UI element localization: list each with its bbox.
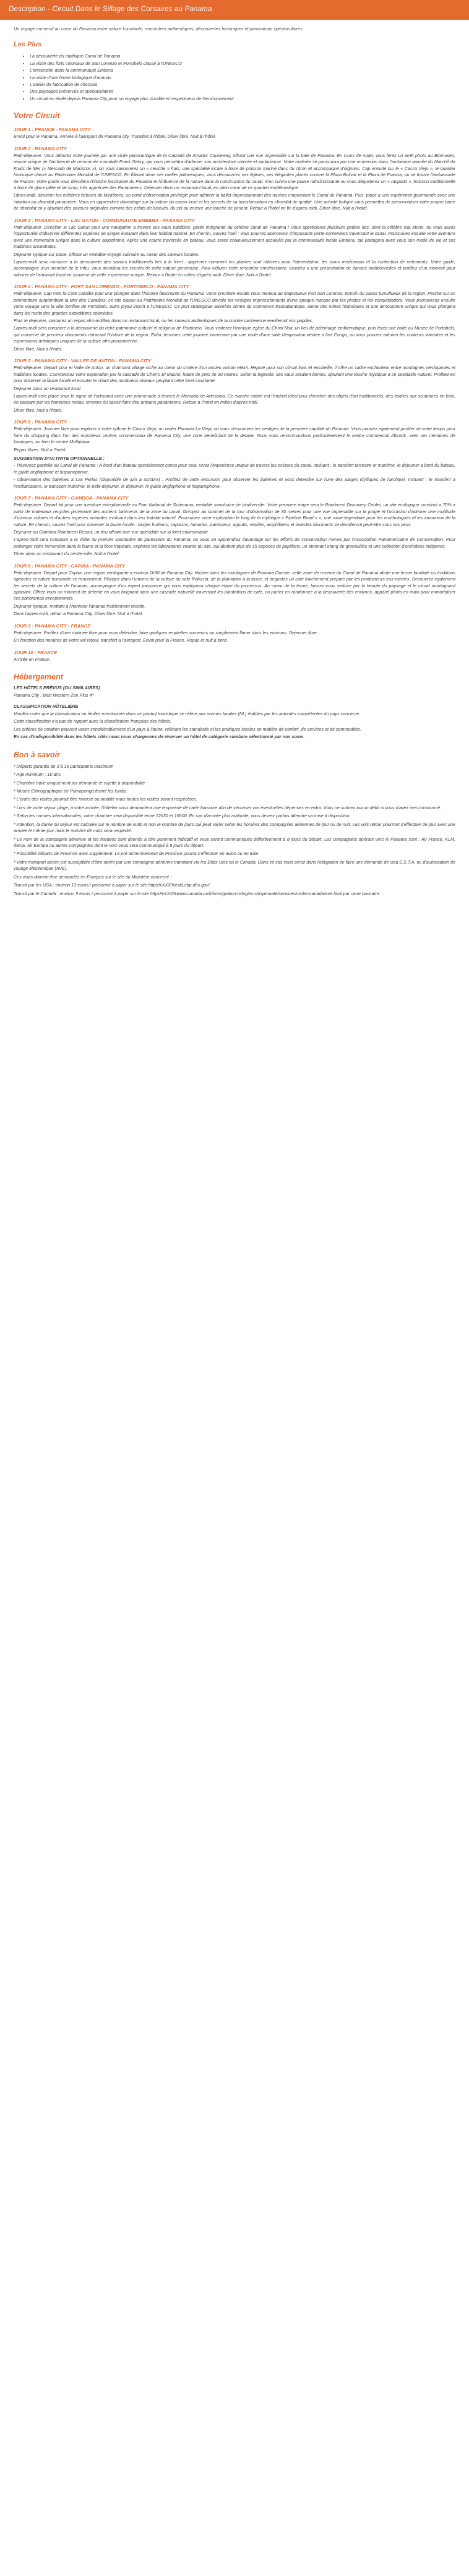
note-item: * Le nom de la compagnie aérienne et les horaires sont donnés à titre purement indicatif et vous seront communiqués définitivement à 8 jours du départ. Les compagnies opérant vers le Panama sont : Air France, KLM, Iberia, Air Europa ou autres compagnies dont le nom vous sera communiqué à 8 jours du départ. xyxy=(14,836,455,849)
note-item: * Chambre triple uniquement sur demande et sujette à disponibilité xyxy=(14,780,145,786)
list-item: • Des paysages préservés et spectaculaires xyxy=(30,88,455,95)
day-title-4: JOUR 4 : PANAMA CITY - FORT SAN LORENZO - PORTOBELO - PANAMA CITY xyxy=(14,284,189,290)
note-item: Transit par le Canada : environ 5 euros / personne à payer sur le site https%XXX%www.canada.ca/fr/immigration-refugies-citoyennete/services/visiter-canada/ave.html par carte bancaire. xyxy=(14,890,381,896)
page-title: Description - Circuit Dans le Sillage des Corsaires au Panama xyxy=(9,6,212,13)
day-paragraph: Pour le dejeuner, savourez un repas afro-antillais dans un restaurant local, ou les saveurs authentiques de la cuisine caribeenne eveilleront vos papilles. xyxy=(14,318,314,323)
day-paragraph: Dîner libre. Nuit a l'hotel. xyxy=(14,407,62,413)
note-item: * Départs garantis de 3 à 16 participants maximum xyxy=(14,763,114,769)
day-title-7: JOUR 7 : PANAMA CITY - GAMBOA - PANAMA CITY xyxy=(14,495,129,501)
day-title-10: JOUR 10 : FRANCE xyxy=(14,649,58,655)
optional-activity-heading: SUGGESTION D'ACTIVITE OPTIONNELLE : xyxy=(14,456,105,461)
day-paragraph: Lapres-midi sera place sous le signe de l'artisanat avec une promenade a travers le Mercado de Artesania. Ce marche colore est l'endroit ideal pour denicher des objets d'art traditionnels, des textiles aux sculptures en bois, en passant par les fameuses molas, temoins du savoir-faire des artisans panameens. Retour a l'hotel en milieu d'apres-midi. xyxy=(14,393,455,406)
note-item: Ces visas doivent être demandés en Français sur le site du Ministère concerné : xyxy=(14,874,172,880)
classification-paragraph: Les critères de notation peuvent varier considérablement d'un pays à l'autre, reflétant les standards et les pratiques locales en matière de confort, de services et de commodités. xyxy=(14,726,361,732)
section-title-bon-a-savoir: Bon à savoir xyxy=(14,750,61,759)
day-title-3: JOUR 3 : PANAMA CITY - LAC GATUN - COMMUNAUTE EMBERA - PANAMA CITY xyxy=(14,217,195,223)
note-item: * Musée Ethnographique de Pumapongo fermé les lundis. xyxy=(14,788,128,794)
hotels-subtitle: LES HÔTELS PRÉVUS (OU SIMILAIRES) xyxy=(14,685,100,691)
note-item: * Selon les normes internationales, votre chambre sera disponible entre 12h30 et 15h00. En cas d'arrivée plus matinale, vous devrez parfois attendre sa mise à disposition. xyxy=(14,813,351,819)
day-title-9: JOUR 9 : PANAMA CITY - FRANCE xyxy=(14,623,91,629)
day-paragraph: Arrivée en France. xyxy=(14,656,51,662)
day-paragraph: Petit-dejeuner. Depart tot pour une aventure exceptionnelle au Parc National de Soberania, veritable sanctuaire de biodiversite. Votre premiere etape sera le Rainforest Discovery Center, un site ecologique construit a 70% a partir de materiaux recycles provenant des anciens batiments de la zone du canal. Grimpez au sommet de la tour d'observation de 30 metres pour une vue imprenable sur la jungle et l'occasion d'admirer une multitude d'oiseaux colores et d'autres especes animales evoluant dans leur habitat naturel. Poursuivez votre exploration le long de la mythique « Pipeline Road » », une route legendaire pour les ornithologues et les amoureux de la nature. En chemin, ouvrez l'oeil pour observer la faune locale : singes hurleurs, capucins, tamarins, paresseux, agoutis, reptiles, amphibiens et insectes fascinants se devoileront peut-etre sous vos yeux. xyxy=(14,502,455,527)
day-paragraph: Dejeuner au Gamboa Rainforest Resort, un lieu offrant une vue splendide sur la foret environnante. xyxy=(14,529,210,535)
day-paragraph: Envol pour le Panama. Arrivée à l'aéroport de Panama city. Transfert à l'hôtel. Dîner libre. Nuit à l'hôtel. xyxy=(14,134,217,140)
classification-note: En cas d'indisponibilité dans les hôtels cités nous nous chargerons de réserver un hôtel de catégorie similaire sélectionné par nos soins. xyxy=(14,734,305,740)
day-paragraph: Dîner dans un restaurant du centre-ville. Nuit a l'hotel. xyxy=(14,551,120,557)
page-header-banner xyxy=(0,0,469,20)
day-paragraph: Petit-dejeuner. Depart pour Capira, une region verdoyante a environ 1h30 de Panama City. Nichee dans les montagnes de Panama Oueste, cette zone de reserve du Canal de Panama abrite une ferme familiale ou traditions agricoles et nature luxuriante se rencontrent. Plongez dans l'univers de la culture du cafe Robusta, de la plantation a la tasse, et degustez un cafe fraichement prepare par les producteurs eux-memes. Decouvrez egalement les secrets de la culture de l'ananas, accompagne d'un expert passionne qui vous expliquera chaque etape du processus. Au coeur de la ferme, laissez-vous seduire par la beaute du paysage et le climat montagnard apaisant. Offrez-vous un moment de detente en vous baignant dans une cascade naturelle traversant les plantations de cafe, ou partez en randonnee a la decouverte des environs, apparel photo en main pour immortaliser ces panoramas exceptionnels. xyxy=(14,569,455,601)
list-item: • La visite d'une ferme biologique d'ananas xyxy=(30,75,455,81)
day-title-1: JOUR 1 : FRANCE - PANAMA CITY xyxy=(14,127,91,133)
highlights-list xyxy=(14,53,455,102)
classification-paragraph: Cette classification n'a pas de rapport avec la classification française des hôtels. xyxy=(14,718,172,725)
day-paragraph: Libres-midi, direction les celèbres écluses de Miraflores, un point d'observation privilégié pour admirer la ballet impressionnant des navires empruntant le Canal de Panama. Puis, place a une expérience gourmande avec une initiation au chocolat panaméen. Vous en apprendrez davantage sur la culture du cacao local et les secrets de sa transformation en chocolat de qualité. Une activité ludique vous permettra de personnaliser votre propre barre de chocolat en y ajoutant des saveurs originales comme des eclats de biscuits, du sel ou encore une touche de piment. Retour a l'hotel en fin d'après-midi. Dîner libre. Nuit a l'hotel. xyxy=(14,192,455,211)
section-title-les-plus: Les Plus xyxy=(14,41,42,49)
day-title-2: JOUR 2 : PANAMA CITY xyxy=(14,145,67,151)
day-paragraph: Dans l'apres-midi, retour a Panama City. Dîner libre. Nuit a l'hotel. xyxy=(14,611,144,617)
day-paragraph: Petit-déjeuner. Cap vers la Cote Caraibe pour une plongee dans l'histoire fascinante du Panama. Votre premiere escale vous menera au majestueux Fort San Lorenzo, temoin du passe tumultueux de la region. Perche sur un promontoire surplombant la Mer des Caraibes, ce site classe au Patrimoine Mondial de l'UNESCO devoile les vestiges impressionnants d'une epoque marque par les pirates et les conquistadors. Vous poursuivrez ensuite votre voyage vers la ville fortifiee de Portobelo, autre joyau inscrit a l'UNESCO. Ce port strategique autrefois centre du commerce transatlantique, alerte des ruines historiques et une atmosphere unique qui vous plongera dans les recits des grandes expeditions coloniales. xyxy=(14,291,455,316)
list-item: • L'immersion dans la communauté Embera xyxy=(30,67,455,74)
day-paragraph: Lapres-midi sera consacre a la decouverte du riche patrimoine culturel et religieux de Portobelo. Vous visiterez l'iconique eglise du Christ Noir, un lieu de pelerinage emblematique, puis ferez une halte au Musee de Portobelo, qui conserve de precieux documents retracant l'histoire de la region. Enfin, terminez cette journee immersive par une visite d'une salle d'exposition dediee a l'art Congo, ou vous pourrez admirer les couleurs vibrantes et les expressions artistiques uniques de la culture afro-panameenne. xyxy=(14,325,455,344)
note-item: * L'ordre des visites pourrait être inversé ou modifié mais toutes les visites seront respectées. xyxy=(14,796,197,802)
document-body xyxy=(0,26,469,910)
list-item: • La découverte du mythique Canal de Panama xyxy=(30,53,455,59)
section-title-votre-circuit: Votre Circuit xyxy=(14,111,60,121)
day-paragraph: Dîner libre. Nuit a l'hotel. xyxy=(14,346,62,352)
list-item: • L'atelier de fabrication de chocolat xyxy=(30,82,455,88)
hotel-line: Panama City : Best Western Zen Plus 4* xyxy=(14,692,94,698)
classification-paragraph: Veuillez noter que la classification en étoiles mentionnée dans ce produit touristique se réfère aux normes locales (NL) établies par les autorités compétentes du pays concerné. xyxy=(14,710,361,716)
note-item: * Age minimum : 10 ans xyxy=(14,772,61,778)
day-title-5: JOUR 5 : PANAMA CITY - VALLEE DE ANTON - PANAMA CITY xyxy=(14,358,152,364)
day-paragraph: - Observation des baleines a Las Perlas (disponible de juin a octobre) : Profitez de cette excursion pour observer les baleines et vous detendre sur l'une des plages idylliques de l'archipel. Incluant : le transfert a l'embarcadere, le transport maritime, le petit-dejeuner, le dejeuner, le guide anglophone et hispanophone. xyxy=(14,477,455,489)
day-paragraph: Dejeuner typique, mettant a l'honneur l'ananas fraichement recolte. xyxy=(14,603,146,609)
day-paragraph: Repas libres. Nuit a l'hotel. xyxy=(14,446,67,453)
day-paragraph: Petit-déjeuner. Direction le Lac Gatun pour une navigation a travers ses eaux paisibles, partie intégrante du célèbre canal de Panama ! Vous apprécierez plusieurs petites îles, dont la célèbre Isla Mono, ou vous aurez l'opportunité d'observer différentes espèces de singes évoluant dans leur habitat naturel. En chemin, ouvrez l'oeil : vous pourrez apercevoir d'imposants porte-conteneurs traversant le canal. Poursuivez ensuite votre aventure avec une immersion unique dans la culture autochtone. Après une courte traversée en bateau, vous serez chaleureusement accueillis par la communauté locale Embera, qui partagera avec vous son mode de vie et ses traditions ancestrales. xyxy=(14,224,455,250)
day-paragraph: En fonction des horaires de votre vol retour, transfert a l'aeroport. Envol pour la France. Repas et nuit a bord. xyxy=(14,637,228,644)
list-item: • La visite des forts coloniaux de San Lorenzo et Portobelo classé à l'UNESCO xyxy=(30,61,455,67)
day-paragraph: Petit-déjeuner. Vous débutez votre journée par une visite panoramique de la Calzada de Amador Causeway, offrant une vue imprenable sur la baie de Panama. En cours de route, vous ferez un arrêt photo au Biomuseo, œuvre unique de l'architecte de renommée mondiale Frank Gehry, qui vous permettra d'admirer son architecture colorée et audacieuse. Votre matinée se poursuivra par une immersion dans l'ambiance animée du Marché de Fruits de Mer (« Mercado de Mariscos »), où vous savourerez un « ceviche » frais, une spécialité locale à base de poisson mariné dans du citron et accompagné d'oignons. Cap ensuite sur le « Casco Viejo », le quartier historique classé au Patrimoine Mondial de l'UNESCO. En flânant dans ses ruelles pittoresques, vous découvrirez ses églises, ses élégantes places comme la Plaza Bolivar et la Plaza de Francia, ou se trouve l'ambassade de France. Votre guide vous dévoilera l'histoire fascinante du Panama et l'influence de la nature dans la construction du canal. S'en suivra une pause rafraîchissante ou vous dégusterez un « raspado », boisson traditionnelle à base de glace pilée et de sirop, très appréciée des Panaméens. Déjeuner dans un restaurant local, en plein cœur de ce quartier emblématique. xyxy=(14,152,455,190)
list-item: • Un circuit en étoile depuis Panama City pour un voyage plus durable et respectueux de l'environnement xyxy=(30,96,455,102)
section-title-hebergement: Hébergement xyxy=(14,673,63,682)
day-paragraph: L'apres-midi sera consacre a la visite du premier sanctuaire de paresseux du Panama, ou vous en apprendrez davantage sur les efforts de conservation menes par l'Association Panamericaine de Conservation. Pour prolonger votre immersion dans la faune et la flore tropicale, explorez les laboratoires vivants du site, qui abritent plus de 15 especes de papillons, un etonnant etang de grenouilles et une collection d'orchidees indigenes. xyxy=(14,537,455,549)
note-item: * Votre transport aérien est susceptible d'être opéré par une compagnie aérienne transitant via les Etats Unis ou le Canada. Dans ce cas vous serez dans l'obligation de faire une demande de visa E.S.T.A. ou d'autorisation de voyage électronique (AVE). xyxy=(14,859,455,872)
day-paragraph: Petit-déjeuner. Depart pour el Valle de Anton, un charmant village niche au coeur du cratere d'un ancien volcan eteint. Repute pour son climat frais et ensoleille, il offre un cadre enchanteur entre montagnes verdoyantes et traditions locales. Commencez votre exploration par la cascade de Chorro El Macho, haute de pres de 30 metres. Selon la legende, ses eaux seraient benies, ajoutant une touche mystique a ce spectacle naturel. Profitez-en pour observer la faune locale et ecouter le chant des nombreux oiseaux peuplant cette foret luxuriante. xyxy=(14,365,455,384)
note-item: Transit par les USA : environ 13 euros / personne à payer sur le site https%XXX%esta.cbp.dhs.gov/ xyxy=(14,882,210,888)
intro-paragraph: Un voyage immersif au cœur du Panama entre nature luxuriante, rencontres authentiques, découvertes historiques et panoramas spectaculaires xyxy=(14,25,303,32)
day-paragraph: Lapres-midi sera consacre a la decouverte des savoirs traditionnels lies a la foret : apprenez comment les plantes sont utilisees pour l'alimentation, les soins medicinaux et la confection de vetements. Votre guide, accompagne d'un membre de le tribu, vous devoilera les secrets de cette nature genereuse. Pour clôturer cette rencontre enrichissante, assistez a une presentation de danses traditionnelles et profitez d'un moment pour admirer de l'artisanat local en souvenir de cette experience unique. Retour a l'hotel en milieu d'après-midi. Dîner libre. Nuit a l'hotel. xyxy=(14,258,455,278)
day-paragraph: Déjeuner typique sur place, offrant un véritable voyage culinaire au coeur des saveurs locales. xyxy=(14,251,200,257)
note-item: * Possibilité départs de Province avec supplément. Le pré acheminement de Province pourra s'effectuer en avion ou en train xyxy=(14,851,259,857)
good-to-know-list xyxy=(14,763,455,897)
day-paragraph: Petit-déjeuner. Journee libre pour explorer a votre rythme le Casco Viejo, ou visiter Panama La Vieja, ou vous decouvrirez les vestiges de la premiere capitale du Panama. Vous pourrez egalement profiter de votre temps pour faire du shopping dans l'un des nombreux centres commerciaux de Panama City, une zone beneficiant de la detaxe. Nous vous recommandons particulierement le centre commercial Albrook, avec ses centaines de boutiques, ou bien le centre Multiplaza. xyxy=(14,426,455,445)
day-paragraph: Dejeuner dans un restaurant local. xyxy=(14,385,82,391)
day-paragraph: Petit-dejeuner. Profitez d'une matinee libre pour vous detendre, faire quelques emplettes souvenirs ou simplement flaner dans les environs. Dejeuner libre. xyxy=(14,629,318,635)
day-title-8: JOUR 8 : PANAMA CITY - CAPIRA - PANAMA CITY xyxy=(14,563,126,569)
day-title-6: JOUR 6 : PANAMA CITY xyxy=(14,419,67,425)
note-item: * Lors de votre séjour plage, à votre arrivée, l'hôtelier vous demandera une empreinte de carte bancaire afin de sécuriser vos éventuelles dépenses en extra. Vous ne subirez aucun débit si vous n'avez rien consommé. xyxy=(14,804,442,810)
classification-title: CLASSIFICATION HÔTELIÈRE xyxy=(14,704,79,710)
day-paragraph: - Traversez partielle du Canal de Panama : A bord d'un bateau specialement concu pour cela, vivez l'experience unique de travers les ecluses du canal. Incluant : le transfert terrestre et maritime, le dejeuner a bord du bateau, le guide anglophone et hispanophone. xyxy=(14,462,455,475)
note-item: * Attention, la durée du séjour est calculée sur le nombre de nuits et non le nombre de jours qui peut varier selon les horaires des compagnies aériennes de jour ou de nuit. Les vols retour pourront s'effectuer de jour avec une arrivée le même jour mais le nombre de nuits sera respecté. xyxy=(14,821,455,834)
